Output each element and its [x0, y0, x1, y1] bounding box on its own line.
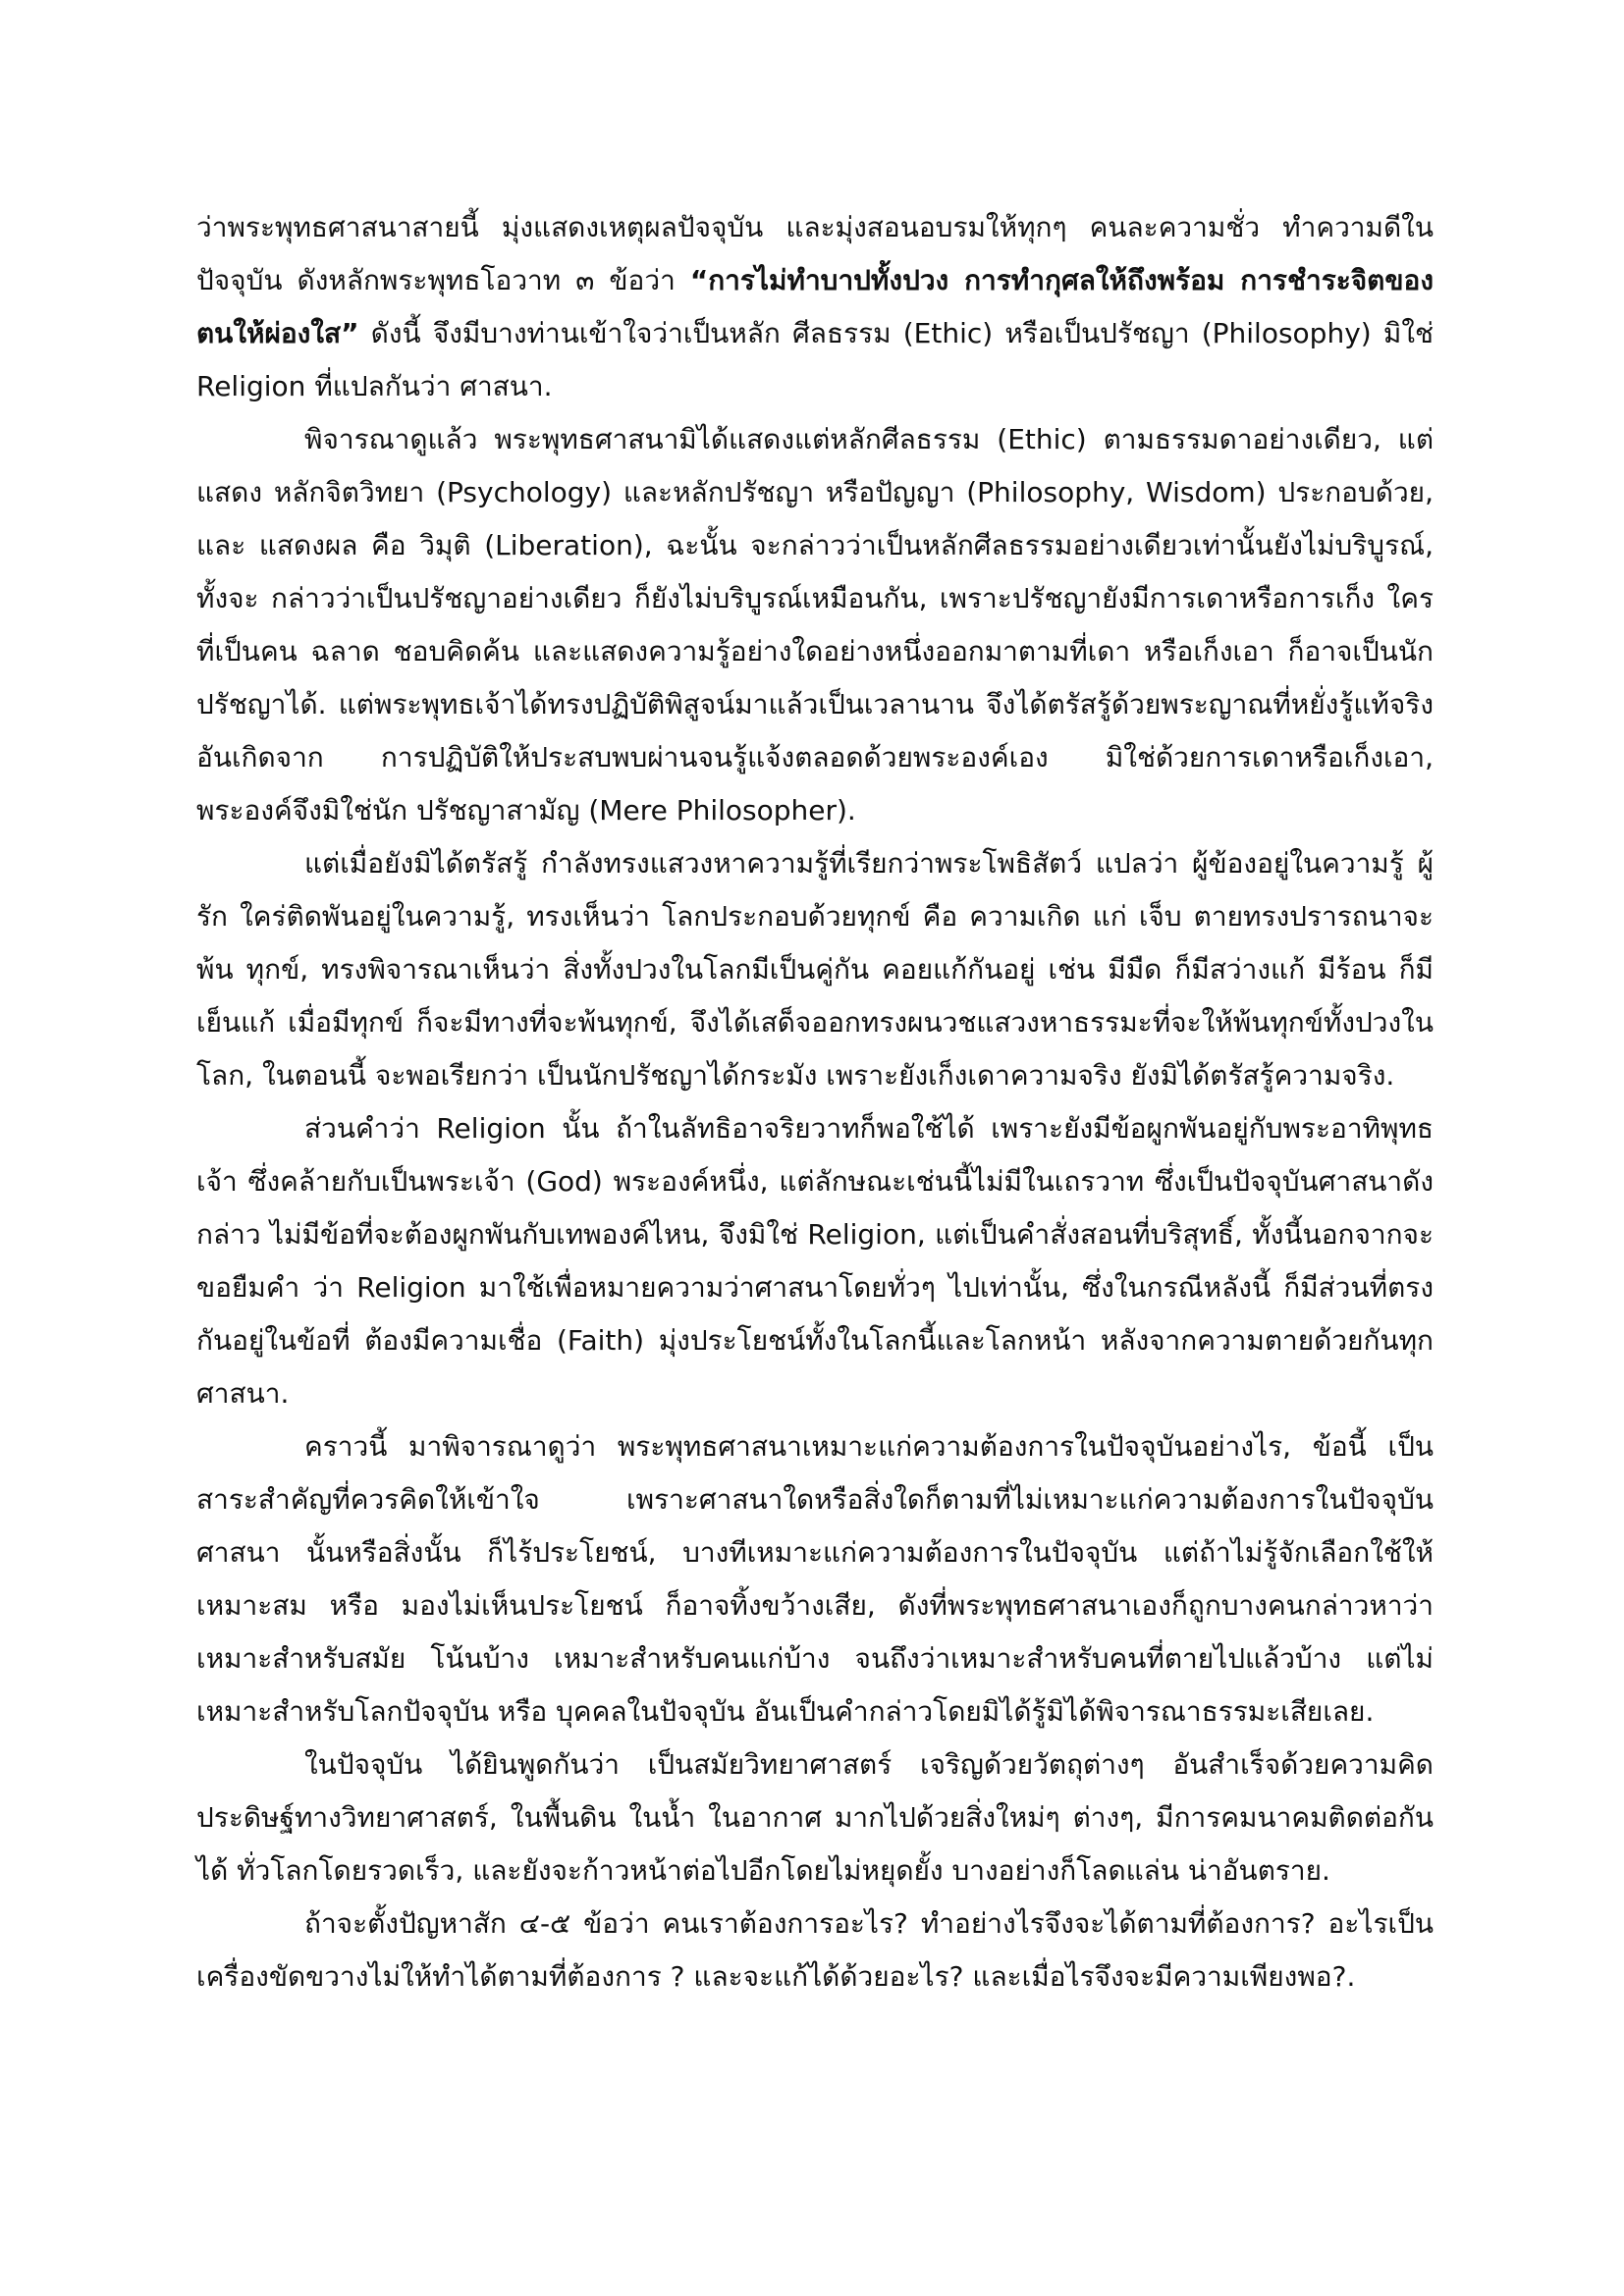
- paragraph: [196, 1897, 1434, 2003]
- paragraph-text: ดังนี้ จึงมีบางท่านเข้าใจว่าเป็นหลัก ศีลธรรม (Ethic) หรือเป็นปรัชญา (Philosophy) มิใช่ Religion ที่แปลกันว่า ศาสนา.: [196, 317, 1434, 402]
- paragraph-text: ถ้าจะตั้งปัญหาสัก ๔-๕ ข้อว่า คนเราต้องการอะไร? ทำอย่างไรจึงจะได้ตามที่ต้องการ? อะไรเป็น เครื่องขัดขวางไม่ให้ทำได้ตามที่ต้องการ ? และจะแก้ได้ด้วยอะไร? และเมื่อไรจึงจะมีความเพียงพอ?.: [196, 1907, 1434, 1993]
- body-text: [196, 201, 1434, 2003]
- paragraph: [196, 1102, 1434, 1420]
- paragraph-text: ว่าพระพุทธศาสนาสายนี้ มุ่งแสดงเหตุผลปัจจุบัน และมุ่งสอนอบรมให้ทุกๆ คนละความชั่ว ทำความดีใน ปัจจุบัน ดังหลักพระพุทธโอวาท ๓ ข้อว่า: [196, 211, 1434, 296]
- paragraph-text: ส่วนคำว่า Religion นั้น ถ้าในลัทธิอาจริยวาทก็พอใช้ได้ เพราะยังมีข้อผูกพันอยู่กับพระอาทิพุทธเจ้า ซึ่งคล้ายกับเป็นพระเจ้า (God) พระองค์หนึ่ง, แต่ลักษณะเช่นนี้ไม่มีในเถรวาท ซึ่งเป็นปัจจุบันศาสนาดังกล่าว ไม่มีข้อที่จะต้องผูกพันกับเทพองค์ไหน, จึงมิใช่ Religion, แต่เป็นคำสั่งสอนที่บริสุทธิ์, ทั้งนี้นอกจากจะขอยืมคำ ว่า Religion มาใช้เพื่อหมายความว่าศาสนาโดยทั่วๆ ไปเท่านั้น, ซึ่งในกรณีหลังนี้ ก็มีส่วนที่ตรงกันอยู่ในข้อที่ ต้องมีความเชื่อ (Faith) มุ่งประโยชน์ทั้งในโลกนี้และโลกหน้า หลังจากความตายด้วยกันทุกศาสนา.: [196, 1112, 1434, 1410]
- paragraph: [196, 837, 1434, 1102]
- paragraph-text: พิจารณาดูแล้ว พระพุทธศาสนามิได้แสดงแต่หลักศีลธรรม (Ethic) ตามธรรมดาอย่างเดียว, แต่แสดง หลักจิตวิทยา (Psychology) และหลักปรัชญา หรือปัญญา (Philosophy, Wisdom) ประกอบด้วย, และ แสดงผล คือ วิมุติ (Liberation), ฉะนั้น จะกล่าวว่าเป็นหลักศีลธรรมอย่างเดียวเท่านั้นยังไม่บริบูรณ์, ทั้งจะ กล่าวว่าเป็นปรัชญาอย่างเดียว ก็ยังไม่บริบูรณ์เหมือนกัน, เพราะปรัชญายังมีการเดาหรือการเก็ง ใครที่เป็นคน ฉลาด ชอบคิดค้น และแสดงความรู้อย่างใดอย่างหนึ่งออกมาตามที่เดา หรือเก็งเอา ก็อาจเป็นนักปรัชญาได้. แต่พระพุทธเจ้าได้ทรงปฏิบัติพิสูจน์มาแล้วเป็นเวลานาน จึงได้ตรัสรู้ด้วยพระญาณที่หยั่งรู้แท้จริง อันเกิดจาก การปฏิบัติให้ประสบพบผ่านจนรู้แจ้งตลอดด้วยพระองค์เอง มิใช่ด้วยการเดาหรือเก็งเอา, พระองค์จึงมิใช่นัก ปรัชญาสามัญ (Mere Philosopher).: [196, 423, 1434, 827]
- paragraph-text: ในปัจจุบัน ได้ยินพูดกันว่า เป็นสมัยวิทยาศาสตร์ เจริญด้วยวัตถุต่างๆ อันสำเร็จด้วยความคิด ประดิษฐ์ทางวิทยาศาสตร์, ในพื้นดิน ในน้ำ ในอากาศ มากไปด้วยสิ่งใหม่ๆ ต่างๆ, มีการคมนาคมติดต่อกันได้ ทั่วโลกโดยรวดเร็ว, และยังจะก้าวหน้าต่อไปอีกโดยไม่หยุดยั้ง บางอย่างก็โลดแล่น น่าอันตราย.: [196, 1748, 1434, 1887]
- paragraph-text: แต่เมื่อยังมิได้ตรัสรู้ กำลังทรงแสวงหาความรู้ที่เรียกว่าพระโพธิสัตว์ แปลว่า ผู้ข้องอยู่ในความรู้ ผู้รัก ใคร่ติดพันอยู่ในความรู้, ทรงเห็นว่า โลกประกอบด้วยทุกข์ คือ ความเกิด แก่ เจ็บ ตายทรงปรารถนาจะพ้น ทุกข์, ทรงพิจารณาเห็นว่า สิ่งทั้งปวงในโลกมีเป็นคู่กัน คอยแก้กันอยู่ เช่น มีมืด ก็มีสว่างแก้ มีร้อน ก็มีเย็นแก้ เมื่อมีทุกข์ ก็จะมีทางที่จะพ้นทุกข์, จึงได้เสด็จออกทรงผนวชแสวงหาธรรมะที่จะให้พ้นทุกข์ทั้งปวงในโลก, ในตอนนี้ จะพอเรียกว่า เป็นนักปรัชญาได้กระมัง เพราะยังเก็งเดาความจริง ยังมิได้ตรัสรู้ความจริง.: [196, 847, 1434, 1092]
- paragraph: [196, 1738, 1434, 1897]
- paragraph: [196, 201, 1434, 413]
- paragraph: [196, 1420, 1434, 1738]
- paragraph: [196, 413, 1434, 837]
- paragraph-text: คราวนี้ มาพิจารณาดูว่า พระพุทธศาสนาเหมาะแก่ความต้องการในปัจจุบันอย่างไร, ข้อนี้ เป็น สาระสำคัญที่ควรคิดให้เข้าใจ เพราะศาสนาใดหรือสิ่งใดก็ตามที่ไม่เหมาะแก่ความต้องการในปัจจุบัน ศาสนา นั้นหรือสิ่งนั้น ก็ไร้ประโยชน์, บางทีเหมาะแก่ความต้องการในปัจจุบัน แต่ถ้าไม่รู้จักเลือกใช้ให้เหมาะสม หรือ มองไม่เห็นประโยชน์ ก็อาจทิ้งขว้างเสีย, ดังที่พระพุทธศาสนาเองก็ถูกบางคนกล่าวหาว่า เหมาะสำหรับสมัย โน้นบ้าง เหมาะสำหรับคนแก่บ้าง จนถึงว่าเหมาะสำหรับคนที่ตายไปแล้วบ้าง แต่ไม่เหมาะสำหรับโลกปัจจุบัน หรือ บุคคลในปัจจุบัน อันเป็นคำกล่าวโดยมิได้รู้มิได้พิจารณาธรรมะเสียเลย.: [196, 1430, 1434, 1728]
- bold-quote: “การไม่ทำบาปทั้งปวง การทำกุศลให้ถึงพร้อม การชำระจิตของ ตนให้ผ่องใส”: [196, 264, 1434, 349]
